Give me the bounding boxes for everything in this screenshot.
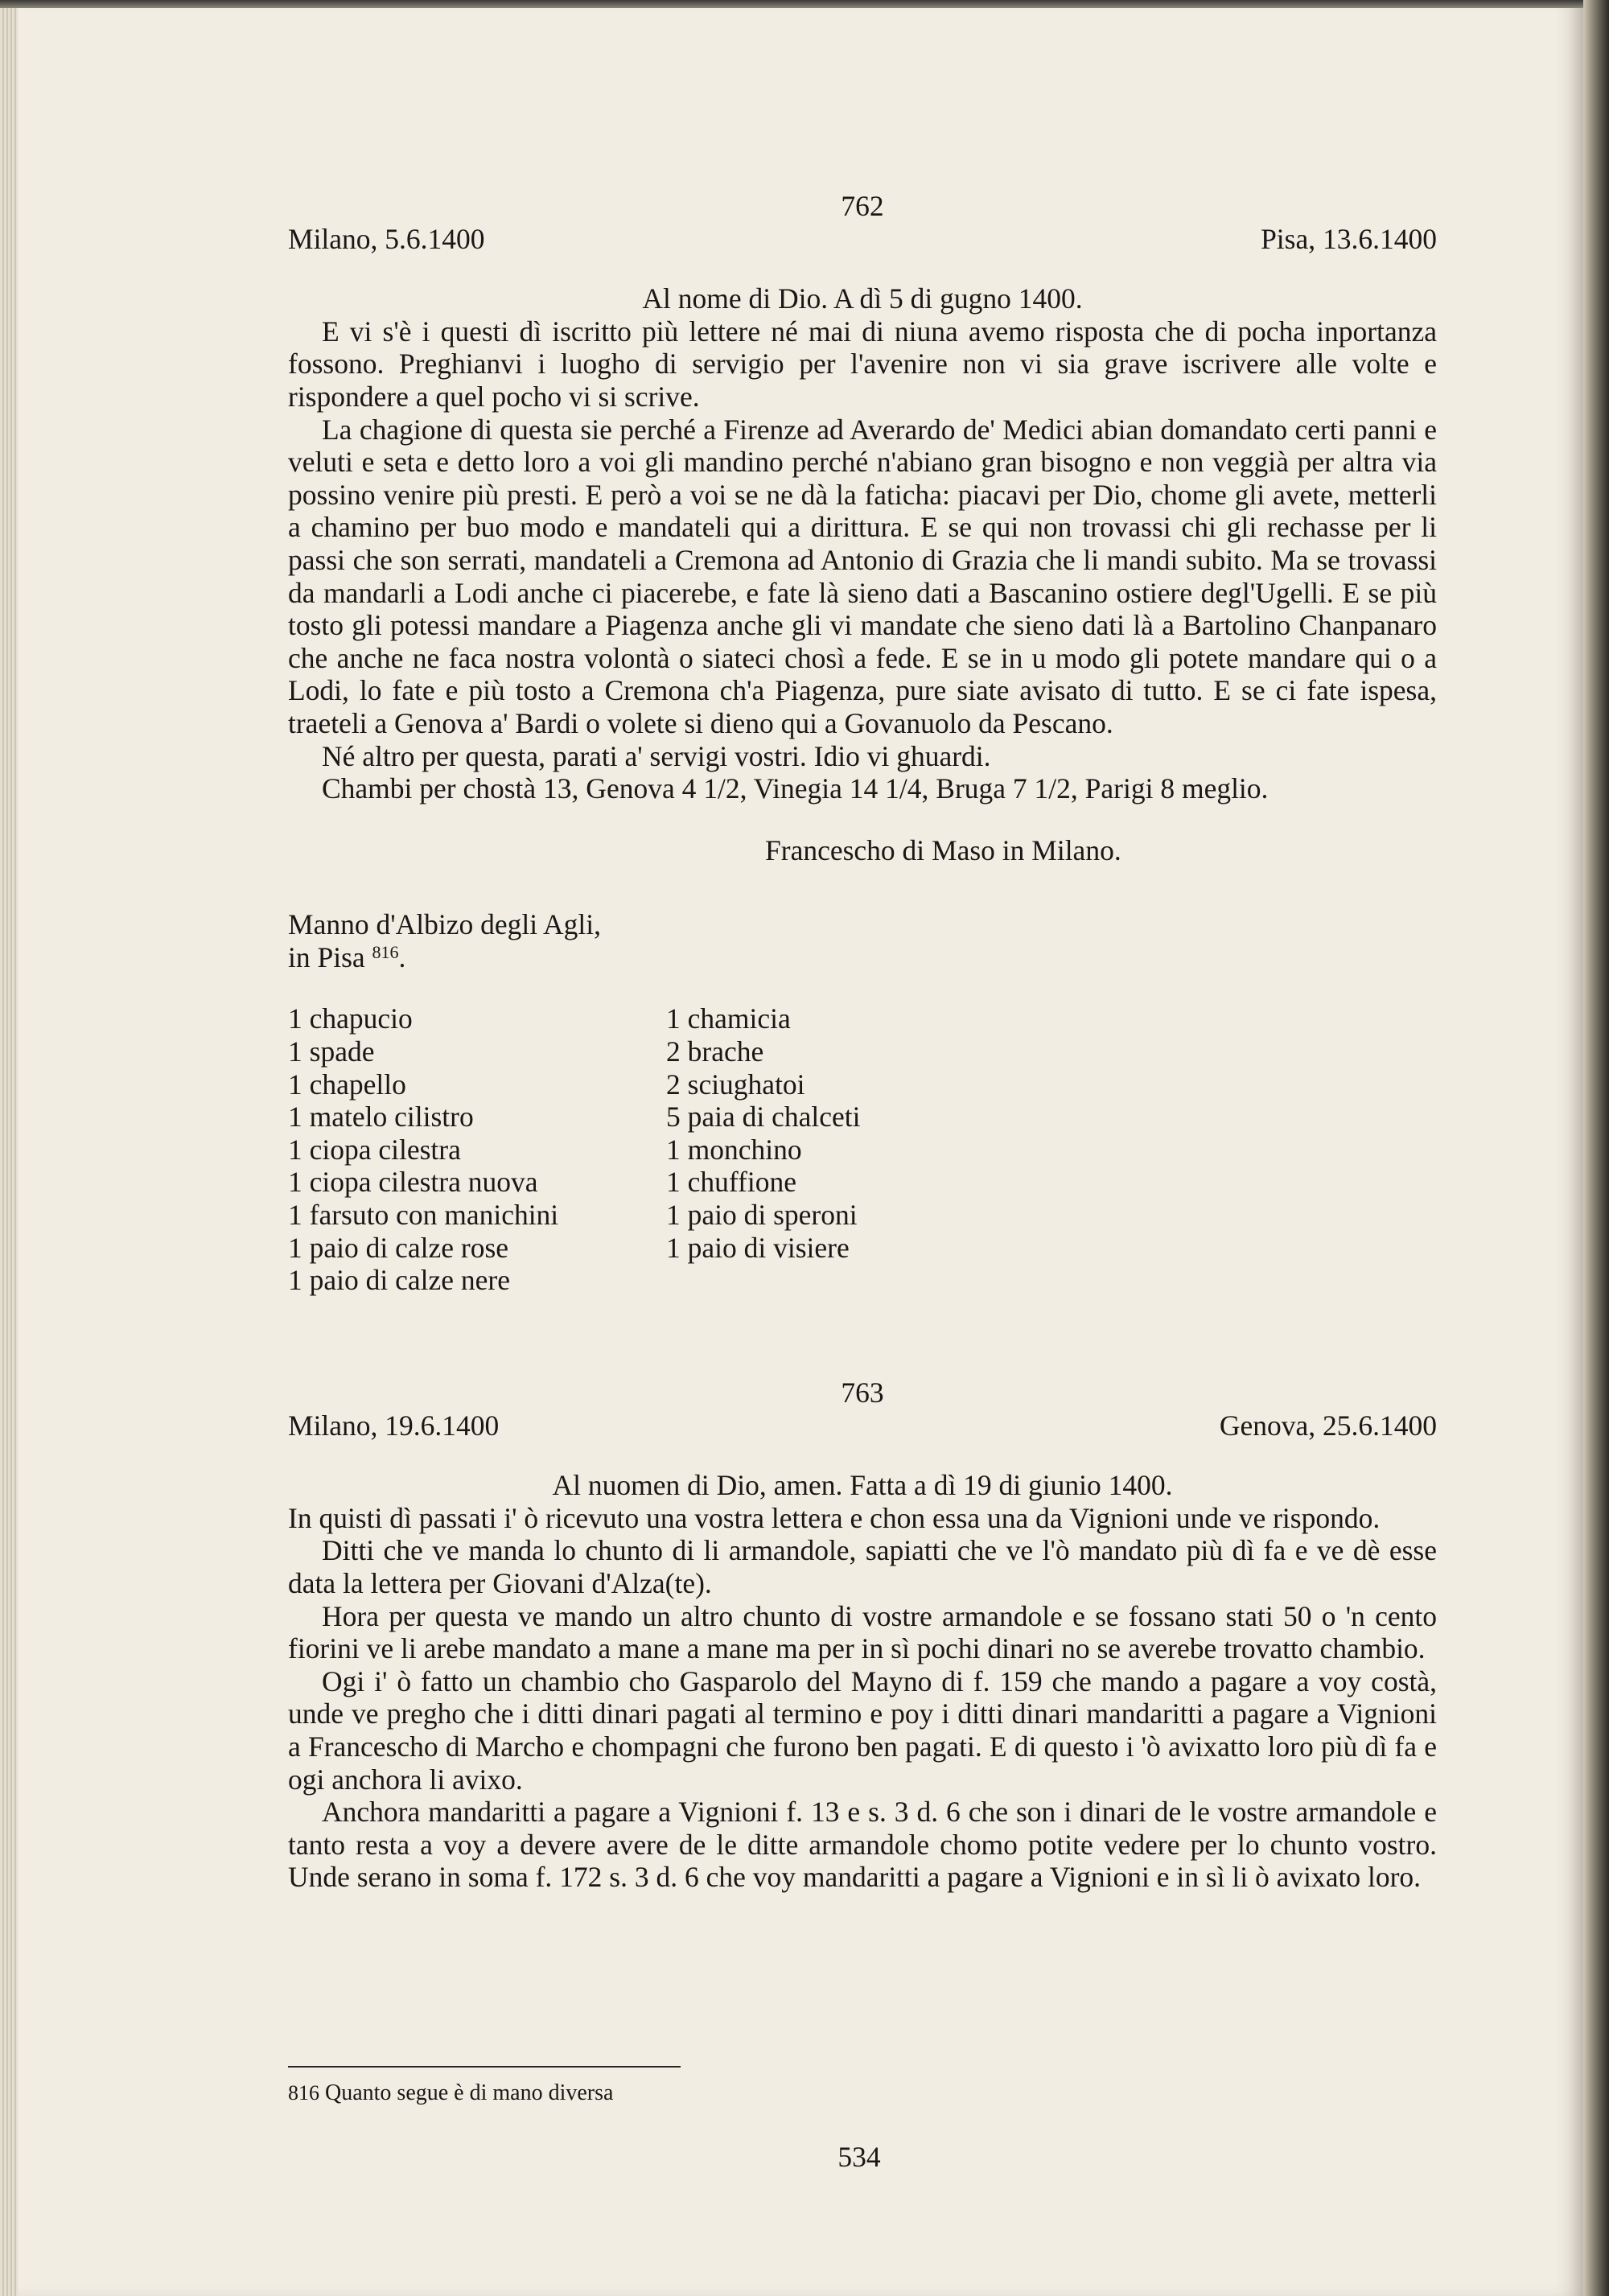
inventory-item: 1 chapello [288, 1068, 406, 1101]
address-line: Manno d'Albizo degli Agli, [288, 908, 601, 941]
paragraph: Né altro per questa, parati a' servigi vostri. Idio vi ghuardi. [322, 739, 991, 772]
paragraph: Hora per questa ve mando un altro chunto di vostre armandole e se fossano stati 50 o 'n cento fiorini ve li arebe mandato a mane a mane ma per in sì pochi dinari no se averebe trovatto chambio. [288, 1599, 1437, 1665]
inventory-item: 1 ciopa cilestra [288, 1133, 461, 1166]
inventory-item: 1 chamicia [666, 1002, 791, 1035]
inventory-item: 1 chapucio [288, 1002, 413, 1035]
letter-762 [288, 190, 1437, 1297]
letter-dateline [288, 223, 1437, 256]
inventory-item: 1 paio di calze rose [288, 1231, 509, 1264]
inventory-item: 2 brache [666, 1035, 764, 1068]
page-stack-edge [0, 0, 18, 2296]
address [288, 908, 1437, 973]
letter-heading: Al nuomen di Dio, amen. Fatta a dì 19 di giunio 1400. [552, 1469, 1173, 1502]
paragraph: Anchora mandaritti a pagare a Vignioni f. 13 e s. 3 d. 6 che son i dinari de le vostre armandole e tanto resta a voy a devere avere de le ditte armandole chomo potite vedere per lo chunto vostro. Unde serano in soma f. 172 s. 3 d. 6 che voy mandaritti a pagare a Vignioni e in sì li ò avixato loro. [288, 1796, 1437, 1894]
address-line: in Pisa $^{816}$. [288, 940, 406, 973]
inventory-column-left [288, 1002, 666, 1296]
paragraph: E vi s'è i questi dì iscritto più lettere né mai di niuna avemo risposta che di pocha inportanza fossono. Preghianvi i luogho di servigio per l'avenire non vi sia grave iscrivere alle volte e rispondere a quel pocho vi si scrive. [288, 315, 1437, 413]
letter-destination: Genova, 25.6.1400 [1219, 1409, 1437, 1442]
letter-dateline [288, 1409, 1437, 1442]
inventory-item: 1 farsuto con manichini [288, 1199, 559, 1232]
paragraph: La chagione di questa sie perché a Firenze ad Averardo de' Medici abian domandato certi panni e veluti e seta e detto loro a voi gli mandino perché n'abiano gran bisogno e non veggià per altra via possino venire più presti. E però a voi se ne dà la faticha: piacavi per Dio, chome gli avete, metterli a chamino per buo modo e mandateli qui a dirittura. E se qui non trovassi chi gli rechasse per li passi che son serrati, mandateli a Cremona ad Antonio di Grazia che li mandi subito. Ma se trovassi da mandarli a Lodi anche ci piacerebe, e fate là sieno dati a Bascanino ostiere degl'Ugelli. E se più tosto gli potessi mandare a Piagenza anche gli vi mandate che sieno dati là a Bartolino Chanpanaro che anche ne faca nostra volontà o siateci chosì a fede. E se in u modo gli potete mandare qui o a Lodi, lo fate e più tosto a Cremona ch'a Piagenza, pure siate avisato di tutto. E se ci fate ispesa, traeteli a Genova a' Bardi o volete si dieno qui a Govanuolo da Pescano. [288, 413, 1437, 739]
inventory-item: 1 monchino [666, 1133, 802, 1166]
paragraph: Ogi i' ò fatto un chambio cho Gasparolo del Mayno di f. 159 che mando a pagare a voy costà, unde ve pregho che i ditti dinari pagati al termino e poy i ditti dinari mandaritti a pagare a Vignioni a Francescho di Marcho e chompagni che furono ben pagati. E di questo i 'ò avixatto loro più dì fa e ogi anchora li avixo. [288, 1664, 1437, 1796]
footnote-text: Quanto segue è di mano diversa [325, 2080, 614, 2105]
footnote [288, 2080, 613, 2106]
footnote-number: 816 [288, 2081, 319, 2105]
inventory-item: 2 sciughatoi [666, 1068, 805, 1101]
paragraph: Chambi per chostà 13, Genova 4 1/2, Vinegia 14 1/4, Bruga 7 1/2, Parigi 8 meglio. [322, 772, 1269, 805]
letter-origin: Milano, 5.6.1400 [288, 222, 485, 255]
top-shadow [0, 0, 1583, 8]
inventory-item: 1 paio di calze nere [288, 1264, 510, 1297]
inventory-item: 5 paia di chalceti [666, 1101, 861, 1134]
footnote-rule [288, 2066, 681, 2068]
inventory-item: 1 matelo cilistro [288, 1101, 474, 1134]
letter-763 [288, 1376, 1437, 1894]
inventory-item: 1 paio di visiere [666, 1231, 850, 1264]
page-number: 534 [837, 2141, 881, 2173]
letter-heading: Al nome di Dio. A dì 5 di gugno 1400. [642, 282, 1083, 315]
letter-number: 763 [841, 1376, 884, 1409]
signature: Francescho di Maso in Milano. [765, 833, 1121, 866]
inventory-column-right [666, 1002, 860, 1296]
letter-number: 762 [841, 190, 884, 222]
inventory-item: 1 paio di speroni [666, 1199, 858, 1232]
inventory-item: 1 spade [288, 1035, 375, 1068]
letter-destination: Pisa, 13.6.1400 [1261, 222, 1437, 255]
inventory-list [288, 1002, 1437, 1296]
book-binding [1583, 0, 1609, 2296]
letter-origin: Milano, 19.6.1400 [288, 1409, 500, 1442]
paragraph: Ditti che ve manda lo chunto di li armandole, sapiatti che ve l'ò mandato più dì fa e ve dè esse data la lettera per Giovani d'Alza(te). [288, 1534, 1437, 1599]
inventory-item: 1 ciopa cilestra nuova [288, 1166, 538, 1199]
paragraph: In quisti dì passati i' ò ricevuto una vostra lettera e chon essa una da Vignioni unde ve rispondo. [288, 1501, 1381, 1534]
footnote-ref: 816 [372, 941, 399, 962]
inventory-item: 1 chuffione [666, 1166, 797, 1199]
